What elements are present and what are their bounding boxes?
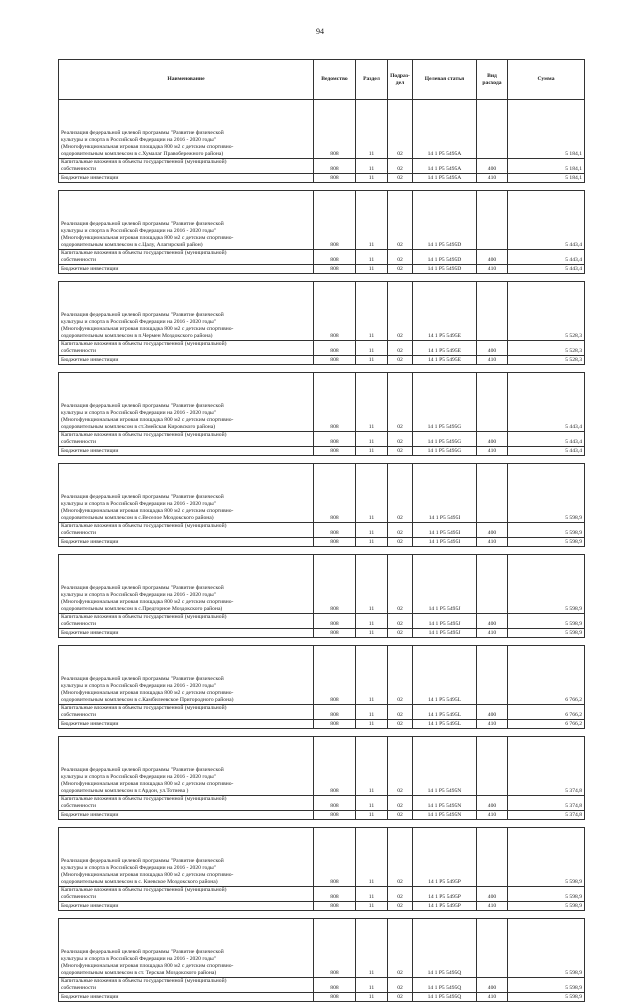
group-spacer: [59, 911, 585, 919]
group-spacer: [59, 456, 585, 464]
cell-celevaya: 14 1 P5 5495A: [413, 100, 477, 159]
cell-podrazdel: 02: [388, 265, 413, 274]
cell-razdel: 11: [356, 464, 388, 523]
table-body: [59, 100, 585, 1002]
cell-vid: 400: [477, 705, 508, 720]
group-spacer: [59, 183, 585, 191]
cell-vid: 410: [477, 174, 508, 183]
cell-vid: 400: [477, 796, 508, 811]
cell-razdel: 11: [356, 250, 388, 265]
cell-summa: 5 374,8: [508, 737, 585, 796]
cell-vedomstvo: 808: [314, 265, 356, 274]
spacer-cell: [59, 911, 585, 919]
program-row: [59, 646, 585, 705]
cell-celevaya: 14 1 P5 5495Q: [413, 993, 477, 1002]
cell-podrazdel: 02: [388, 464, 413, 523]
cell-celevaya: 14 1 P5 5495P: [413, 887, 477, 902]
cell-vid: 400: [477, 341, 508, 356]
cell-celevaya: 14 1 P5 5495L: [413, 705, 477, 720]
cell-razdel: 11: [356, 646, 388, 705]
cell-razdel: 11: [356, 356, 388, 365]
cell-vid: 410: [477, 538, 508, 547]
cell-celevaya: 14 1 P5 5495P: [413, 828, 477, 887]
cell-name: Бюджетные инвестиции: [59, 811, 314, 820]
cell-vedomstvo: 808: [314, 629, 356, 638]
cell-podrazdel: 02: [388, 614, 413, 629]
cell-summa: 5 443,4: [508, 432, 585, 447]
investment-row: [59, 265, 585, 274]
header-vid: Вид расхода: [477, 60, 508, 100]
header-name: Наименование: [59, 60, 314, 100]
cell-podrazdel: 02: [388, 720, 413, 729]
cell-summa: 6 766,2: [508, 720, 585, 729]
cell-celevaya: 14 1 P5 5495D: [413, 265, 477, 274]
cell-summa: 5 598,9: [508, 523, 585, 538]
cell-razdel: 11: [356, 100, 388, 159]
investment-row: [59, 720, 585, 729]
spacer-cell: [59, 456, 585, 464]
cell-vedomstvo: 808: [314, 811, 356, 820]
cell-name: Капитальные вложения в объекты государственной (муниципальной) собственности: [59, 250, 314, 265]
cell-summa: 5 443,4: [508, 265, 585, 274]
capital-row: [59, 887, 585, 902]
cell-podrazdel: 02: [388, 159, 413, 174]
spacer-cell: [59, 274, 585, 282]
cell-celevaya: 14 1 P5 5495E: [413, 341, 477, 356]
cell-summa: 5 598,9: [508, 978, 585, 993]
cell-razdel: 11: [356, 523, 388, 538]
cell-celevaya: 14 1 P5 5495G: [413, 373, 477, 432]
cell-razdel: 11: [356, 629, 388, 638]
header-podrazdel: Подраз- дел: [388, 60, 413, 100]
cell-podrazdel: 02: [388, 341, 413, 356]
cell-razdel: 11: [356, 191, 388, 250]
capital-row: [59, 523, 585, 538]
program-row: [59, 555, 585, 614]
cell-vid: 410: [477, 447, 508, 456]
cell-summa: 5 184,1: [508, 100, 585, 159]
cell-celevaya: 14 1 P5 5495J: [413, 629, 477, 638]
cell-name: Капитальные вложения в объекты государственной (муниципальной) собственности: [59, 887, 314, 902]
cell-razdel: 11: [356, 432, 388, 447]
cell-celevaya: 14 1 P5 5495G: [413, 447, 477, 456]
cell-name: Капитальные вложения в объекты государственной (муниципальной) собственности: [59, 978, 314, 993]
cell-vedomstvo: 808: [314, 993, 356, 1002]
cell-vid: [477, 555, 508, 614]
cell-vid: [477, 646, 508, 705]
cell-vid: 410: [477, 629, 508, 638]
cell-vid: 410: [477, 993, 508, 1002]
cell-name: Реализация федеральной целевой программы "Развитие физической культуры и спорта в Российской Федерации на 2016 - 2020 годы" (Многофункциональная игровая площадка 800 м2 с детским спортивно- оздоровительным комплексом в ст.Змейская Кировского района): [59, 373, 314, 432]
investment-row: [59, 174, 585, 183]
cell-podrazdel: 02: [388, 250, 413, 265]
cell-summa: 5 598,9: [508, 464, 585, 523]
cell-razdel: 11: [356, 919, 388, 978]
cell-summa: 5 598,9: [508, 828, 585, 887]
cell-name: Капитальные вложения в объекты государственной (муниципальной) собственности: [59, 432, 314, 447]
investment-row: [59, 356, 585, 365]
cell-name: Реализация федеральной целевой программы "Развитие физической культуры и спорта в Российской Федерации на 2016 - 2020 годы" (Многофункциональная игровая площадка 800 м2 с детским спортивно- оздоровительным комплексом в ст. Терская Моздокского района): [59, 919, 314, 978]
cell-razdel: 11: [356, 555, 388, 614]
header-vedomstvo: Ведомство: [314, 60, 356, 100]
group-spacer: [59, 820, 585, 828]
cell-celevaya: 14 1 P5 5495I: [413, 523, 477, 538]
cell-razdel: 11: [356, 159, 388, 174]
investment-row: [59, 811, 585, 820]
cell-name: Бюджетные инвестиции: [59, 902, 314, 911]
cell-vid: [477, 282, 508, 341]
cell-vedomstvo: 808: [314, 614, 356, 629]
cell-name: Капитальные вложения в объекты государственной (муниципальной) собственности: [59, 159, 314, 174]
cell-razdel: 11: [356, 705, 388, 720]
cell-podrazdel: 02: [388, 993, 413, 1002]
group-spacer: [59, 365, 585, 373]
cell-razdel: 11: [356, 796, 388, 811]
cell-summa: 5 598,9: [508, 614, 585, 629]
cell-celevaya: 14 1 P5 5495D: [413, 191, 477, 250]
cell-name: Бюджетные инвестиции: [59, 720, 314, 729]
cell-vedomstvo: 808: [314, 720, 356, 729]
cell-vedomstvo: 808: [314, 447, 356, 456]
cell-name: Капитальные вложения в объекты государственной (муниципальной) собственности: [59, 796, 314, 811]
spacer-cell: [59, 547, 585, 555]
cell-vedomstvo: 808: [314, 464, 356, 523]
cell-vid: 400: [477, 887, 508, 902]
cell-vedomstvo: 808: [314, 919, 356, 978]
cell-podrazdel: 02: [388, 705, 413, 720]
cell-razdel: 11: [356, 737, 388, 796]
cell-podrazdel: 02: [388, 811, 413, 820]
cell-name: Бюджетные инвестиции: [59, 629, 314, 638]
cell-summa: 5 598,9: [508, 555, 585, 614]
cell-vid: [477, 828, 508, 887]
cell-vedomstvo: 808: [314, 902, 356, 911]
cell-summa: 5 184,1: [508, 159, 585, 174]
cell-vedomstvo: 808: [314, 828, 356, 887]
cell-name: Капитальные вложения в объекты государственной (муниципальной) собственности: [59, 341, 314, 356]
cell-summa: 5 443,4: [508, 250, 585, 265]
budget-table: [58, 59, 585, 1002]
capital-row: [59, 705, 585, 720]
cell-summa: 5 598,9: [508, 993, 585, 1002]
capital-row: [59, 432, 585, 447]
cell-vedomstvo: 808: [314, 796, 356, 811]
cell-podrazdel: 02: [388, 902, 413, 911]
cell-summa: 5 184,1: [508, 174, 585, 183]
cell-vid: 400: [477, 159, 508, 174]
cell-razdel: 11: [356, 265, 388, 274]
cell-celevaya: 14 1 P5 5495E: [413, 282, 477, 341]
cell-name: Реализация федеральной целевой программы "Развитие физической культуры и спорта в Российской Федерации на 2016 - 2020 годы" (Многофункциональная игровая площадка 800 м2 с детским спортивно- оздоровительным комплексом в с.Хумалаг Правобережного района): [59, 100, 314, 159]
cell-celevaya: 14 1 P5 5495Q: [413, 919, 477, 978]
cell-celevaya: 14 1 P5 5495J: [413, 614, 477, 629]
cell-name: Бюджетные инвестиции: [59, 356, 314, 365]
cell-vedomstvo: 808: [314, 341, 356, 356]
group-spacer: [59, 547, 585, 555]
capital-row: [59, 796, 585, 811]
cell-vid: 400: [477, 250, 508, 265]
cell-celevaya: 14 1 P5 5495L: [413, 720, 477, 729]
cell-podrazdel: 02: [388, 887, 413, 902]
cell-podrazdel: 02: [388, 432, 413, 447]
cell-podrazdel: 02: [388, 100, 413, 159]
cell-summa: 5 528,3: [508, 356, 585, 365]
cell-podrazdel: 02: [388, 629, 413, 638]
cell-vid: 410: [477, 811, 508, 820]
cell-vid: 410: [477, 265, 508, 274]
investment-row: [59, 447, 585, 456]
cell-razdel: 11: [356, 902, 388, 911]
cell-name: Реализация федеральной целевой программы "Развитие физической культуры и спорта в Российской Федерации на 2016 - 2020 годы" (Многофункциональная игровая площадка 800 м2 с детским спортивно- оздоровительным комплексом в с.Цалу, Алагирский район): [59, 191, 314, 250]
cell-vedomstvo: 808: [314, 978, 356, 993]
cell-name: Реализация федеральной целевой программы "Развитие физической культуры и спорта в Российской Федерации на 2016 - 2020 годы" (Многофункциональная игровая площадка 800 м2 с детским спортивно- оздоровительным комплексом в с. Киевское Моздокского района): [59, 828, 314, 887]
cell-celevaya: 14 1 P5 5495N: [413, 811, 477, 820]
spacer-cell: [59, 183, 585, 191]
cell-celevaya: 14 1 P5 5495I: [413, 464, 477, 523]
cell-vedomstvo: 808: [314, 887, 356, 902]
cell-razdel: 11: [356, 373, 388, 432]
group-spacer: [59, 729, 585, 737]
capital-row: [59, 250, 585, 265]
cell-razdel: 11: [356, 828, 388, 887]
cell-vid: 400: [477, 614, 508, 629]
cell-summa: 5 598,9: [508, 919, 585, 978]
investment-row: [59, 993, 585, 1002]
cell-vedomstvo: 808: [314, 737, 356, 796]
spacer-cell: [59, 820, 585, 828]
cell-summa: 5 598,9: [508, 902, 585, 911]
cell-razdel: 11: [356, 978, 388, 993]
header-celevaya: Целевая статья: [413, 60, 477, 100]
cell-vedomstvo: 808: [314, 250, 356, 265]
cell-celevaya: 14 1 P5 5495A: [413, 174, 477, 183]
cell-celevaya: 14 1 P5 5495G: [413, 432, 477, 447]
cell-vedomstvo: 808: [314, 646, 356, 705]
cell-name: Реализация федеральной целевой программы "Развитие физической культуры и спорта в Российской Федерации на 2016 - 2020 годы" (Многофункциональная игровая площадка 800 м2 с детским спортивно- оздоровительным комплексом в с.Предгорное Моздокского района): [59, 555, 314, 614]
cell-vid: 400: [477, 978, 508, 993]
cell-name: Бюджетные инвестиции: [59, 265, 314, 274]
cell-summa: 5 598,9: [508, 629, 585, 638]
cell-podrazdel: 02: [388, 191, 413, 250]
capital-row: [59, 978, 585, 993]
cell-podrazdel: 02: [388, 919, 413, 978]
table-header-row: [59, 60, 585, 100]
program-row: [59, 191, 585, 250]
cell-summa: 6 766,2: [508, 705, 585, 720]
cell-name: Реализация федеральной целевой программы "Развитие физической культуры и спорта в Российской Федерации на 2016 - 2020 годы" (Многофункциональная игровая площадка 800 м2 с детским спортивно- оздоровительным комплексом в п.Чермен Моздокского района): [59, 282, 314, 341]
program-row: [59, 373, 585, 432]
cell-vid: [477, 737, 508, 796]
cell-vedomstvo: 808: [314, 432, 356, 447]
cell-summa: 5 374,8: [508, 811, 585, 820]
cell-podrazdel: 02: [388, 356, 413, 365]
cell-razdel: 11: [356, 174, 388, 183]
cell-summa: 5 528,3: [508, 282, 585, 341]
cell-celevaya: 14 1 P5 5495Q: [413, 978, 477, 993]
spacer-cell: [59, 638, 585, 646]
cell-celevaya: 14 1 P5 5495D: [413, 250, 477, 265]
cell-vedomstvo: 808: [314, 538, 356, 547]
investment-row: [59, 902, 585, 911]
cell-podrazdel: 02: [388, 737, 413, 796]
program-row: [59, 464, 585, 523]
cell-vedomstvo: 808: [314, 555, 356, 614]
group-spacer: [59, 638, 585, 646]
cell-summa: 6 766,2: [508, 646, 585, 705]
cell-vedomstvo: 808: [314, 373, 356, 432]
cell-name: Бюджетные инвестиции: [59, 447, 314, 456]
cell-summa: 5 443,4: [508, 191, 585, 250]
group-spacer: [59, 274, 585, 282]
cell-vid: [477, 191, 508, 250]
cell-vid: [477, 464, 508, 523]
cell-vedomstvo: 808: [314, 282, 356, 341]
cell-name: Реализация федеральной целевой программы "Развитие физической культуры и спорта в Российской Федерации на 2016 - 2020 годы" (Многофункциональная игровая площадка 800 м2 с детским спортивно- оздоровительным комплексом в г.Ардон, ул.Тотиева ): [59, 737, 314, 796]
cell-podrazdel: 02: [388, 978, 413, 993]
header-summa: Сумма: [508, 60, 585, 100]
cell-celevaya: 14 1 P5 5495I: [413, 538, 477, 547]
cell-celevaya: 14 1 P5 5495L: [413, 646, 477, 705]
cell-summa: 5 443,4: [508, 373, 585, 432]
capital-row: [59, 159, 585, 174]
cell-razdel: 11: [356, 538, 388, 547]
cell-razdel: 11: [356, 282, 388, 341]
cell-podrazdel: 02: [388, 447, 413, 456]
cell-celevaya: 14 1 P5 5495N: [413, 737, 477, 796]
cell-summa: 5 374,8: [508, 796, 585, 811]
cell-podrazdel: 02: [388, 828, 413, 887]
cell-podrazdel: 02: [388, 373, 413, 432]
program-row: [59, 919, 585, 978]
cell-vedomstvo: 808: [314, 159, 356, 174]
cell-name: Бюджетные инвестиции: [59, 538, 314, 547]
cell-summa: 5 598,9: [508, 538, 585, 547]
cell-razdel: 11: [356, 447, 388, 456]
program-row: [59, 828, 585, 887]
cell-razdel: 11: [356, 614, 388, 629]
program-row: [59, 737, 585, 796]
cell-name: Реализация федеральной целевой программы "Развитие физической культуры и спорта в Российской Федерации на 2016 - 2020 годы" (Многофункциональная игровая площадка 800 м2 с детским спортивно- оздоровительным комплексом в с.Камбилеевское Пригородного района): [59, 646, 314, 705]
cell-podrazdel: 02: [388, 523, 413, 538]
cell-vedomstvo: 808: [314, 523, 356, 538]
cell-vedomstvo: 808: [314, 356, 356, 365]
cell-name: Бюджетные инвестиции: [59, 174, 314, 183]
cell-razdel: 11: [356, 811, 388, 820]
program-row: [59, 282, 585, 341]
cell-celevaya: 14 1 P5 5495E: [413, 356, 477, 365]
cell-vid: 410: [477, 720, 508, 729]
cell-name: Капитальные вложения в объекты государственной (муниципальной) собственности: [59, 614, 314, 629]
program-row: [59, 100, 585, 159]
cell-celevaya: 14 1 P5 5495P: [413, 902, 477, 911]
cell-vid: 410: [477, 356, 508, 365]
cell-name: Капитальные вложения в объекты государственной (муниципальной) собственности: [59, 523, 314, 538]
investment-row: [59, 538, 585, 547]
cell-vedomstvo: 808: [314, 100, 356, 159]
capital-row: [59, 341, 585, 356]
cell-podrazdel: 02: [388, 555, 413, 614]
cell-vid: [477, 100, 508, 159]
cell-razdel: 11: [356, 720, 388, 729]
capital-row: [59, 614, 585, 629]
cell-podrazdel: 02: [388, 538, 413, 547]
cell-vedomstvo: 808: [314, 705, 356, 720]
cell-vid: [477, 373, 508, 432]
cell-razdel: 11: [356, 993, 388, 1002]
cell-summa: 5 598,9: [508, 887, 585, 902]
cell-razdel: 11: [356, 887, 388, 902]
cell-vedomstvo: 808: [314, 174, 356, 183]
cell-vid: [477, 919, 508, 978]
cell-celevaya: 14 1 P5 5495J: [413, 555, 477, 614]
cell-vid: 410: [477, 902, 508, 911]
cell-name: Реализация федеральной целевой программы "Развитие физической культуры и спорта в Российской Федерации на 2016 - 2020 годы" (Многофункциональная игровая площадка 800 м2 с детским спортивно- оздоровительным комплексом в с.Веселое Моздокского района): [59, 464, 314, 523]
cell-vid: 400: [477, 432, 508, 447]
spacer-cell: [59, 365, 585, 373]
cell-celevaya: 14 1 P5 5495A: [413, 159, 477, 174]
cell-vedomstvo: 808: [314, 191, 356, 250]
cell-name: Бюджетные инвестиции: [59, 993, 314, 1002]
cell-podrazdel: 02: [388, 174, 413, 183]
cell-summa: 5 443,4: [508, 447, 585, 456]
page-number: 94: [316, 27, 324, 36]
cell-razdel: 11: [356, 341, 388, 356]
cell-name: Капитальные вложения в объекты государственной (муниципальной) собственности: [59, 705, 314, 720]
investment-row: [59, 629, 585, 638]
cell-podrazdel: 02: [388, 282, 413, 341]
spacer-cell: [59, 729, 585, 737]
cell-vid: 400: [477, 523, 508, 538]
cell-podrazdel: 02: [388, 646, 413, 705]
cell-summa: 5 528,3: [508, 341, 585, 356]
cell-podrazdel: 02: [388, 796, 413, 811]
header-razdel: Раздел: [356, 60, 388, 100]
cell-celevaya: 14 1 P5 5495N: [413, 796, 477, 811]
